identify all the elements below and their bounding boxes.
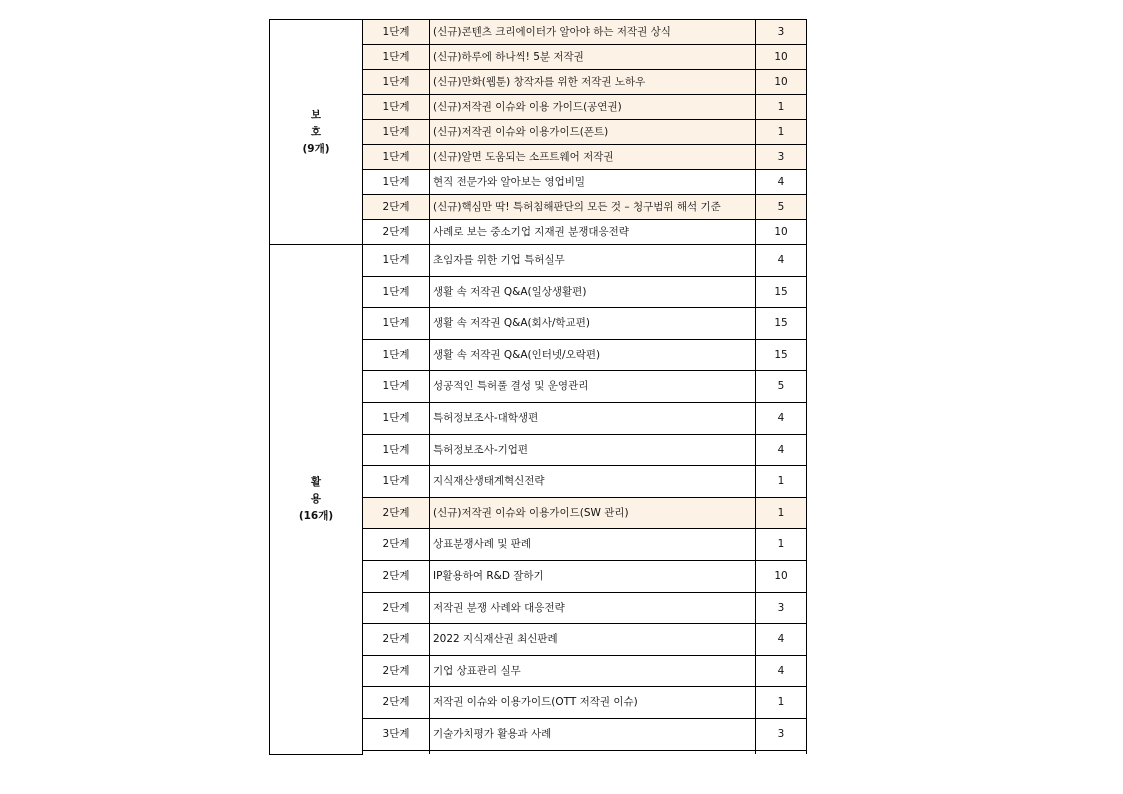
category-label-line: 용	[310, 492, 322, 505]
lesson-count-cell: 4	[756, 624, 807, 656]
category-label-line: 호	[310, 125, 322, 138]
lesson-count-cell: 4	[756, 245, 807, 277]
course-title-cell: (신규)만화(웹툰) 창작자를 위한 저작권 노하우	[430, 70, 756, 95]
level-cell: 1단계	[363, 308, 430, 340]
course-title-cell: 상표분쟁사례 및 판례	[430, 529, 756, 561]
table-row	[270, 20, 807, 45]
level-cell: 1단계	[363, 276, 430, 308]
course-table	[269, 19, 807, 755]
category-label-line: 보	[310, 108, 322, 121]
course-title-cell: 저작권 이슈와 이용가이드(OTT 저작권 이슈)	[430, 687, 756, 719]
level-cell: 1단계	[363, 371, 430, 403]
lesson-count-cell: 15	[756, 276, 807, 308]
course-title-cell: 지식재산생태계혁신전략	[430, 466, 756, 498]
level-cell: 3단계	[363, 718, 430, 750]
lesson-count-cell: 3	[756, 20, 807, 45]
lesson-count-cell: 5	[756, 195, 807, 220]
lesson-count-cell: 4	[756, 655, 807, 687]
lesson-count-cell: 1	[756, 687, 807, 719]
course-title-cell: (신규)핵심만 딱! 특허침해판단의 모든 것 – 청구범위 해석 기준	[430, 195, 756, 220]
course-title-cell: 기술가치평가 활용과 사례	[430, 718, 756, 750]
course-title-cell: (신규)저작권 이슈와 이용가이드(SW 관리)	[430, 497, 756, 529]
lesson-count-cell: 4	[756, 434, 807, 466]
level-cell: 1단계	[363, 245, 430, 277]
course-title-cell: 사례로 보는 중소기업 지재권 분쟁대응전략	[430, 220, 756, 245]
empty-cell	[756, 750, 807, 754]
category-label-line: (9개)	[302, 142, 330, 155]
course-title-cell: 초임자를 위한 기업 특허실무	[430, 245, 756, 277]
course-title-cell: 생활 속 저작권 Q&A(인터넷/오락편)	[430, 339, 756, 371]
course-title-cell: 기업 상표관리 실무	[430, 655, 756, 687]
level-cell: 1단계	[363, 20, 430, 45]
course-title-cell: 저작권 분쟁 사례와 대응전략	[430, 592, 756, 624]
lesson-count-cell: 10	[756, 70, 807, 95]
level-cell: 2단계	[363, 497, 430, 529]
lesson-count-cell: 3	[756, 145, 807, 170]
course-title-cell: 2022 지식재산권 최신판례	[430, 624, 756, 656]
level-cell: 2단계	[363, 560, 430, 592]
table-row	[270, 245, 807, 277]
level-cell: 1단계	[363, 170, 430, 195]
course-title-cell: (신규)알면 도움되는 소프트웨어 저작권	[430, 145, 756, 170]
lesson-count-cell: 5	[756, 371, 807, 403]
level-cell: 2단계	[363, 624, 430, 656]
lesson-count-cell: 10	[756, 220, 807, 245]
course-title-cell: IP활용하여 R&D 잘하기	[430, 560, 756, 592]
empty-cell	[430, 750, 756, 754]
lesson-count-cell: 10	[756, 560, 807, 592]
category-label-line: 활	[310, 475, 322, 488]
course-title-cell: 생활 속 저작권 Q&A(일상생활편)	[430, 276, 756, 308]
lesson-count-cell: 10	[756, 45, 807, 70]
level-cell: 2단계	[363, 220, 430, 245]
lesson-count-cell: 1	[756, 466, 807, 498]
course-title-cell: (신규)저작권 이슈와 이용가이드(폰트)	[430, 120, 756, 145]
level-cell: 1단계	[363, 70, 430, 95]
lesson-count-cell: 15	[756, 339, 807, 371]
level-cell: 2단계	[363, 655, 430, 687]
level-cell: 2단계	[363, 529, 430, 561]
course-title-cell: 생활 속 저작권 Q&A(회사/학교편)	[430, 308, 756, 340]
lesson-count-cell: 4	[756, 402, 807, 434]
level-cell: 1단계	[363, 434, 430, 466]
level-cell: 2단계	[363, 592, 430, 624]
course-title-cell: (신규)하루에 하나씩! 5분 저작권	[430, 45, 756, 70]
course-title-cell: 성공적인 특허풀 결성 및 운영관리	[430, 371, 756, 403]
lesson-count-cell: 1	[756, 497, 807, 529]
course-title-cell: 특허정보조사-대학생편	[430, 402, 756, 434]
level-cell: 1단계	[363, 95, 430, 120]
category-cell	[270, 245, 363, 755]
lesson-count-cell: 15	[756, 308, 807, 340]
empty-cell	[363, 750, 430, 754]
course-title-cell: (신규)저작권 이슈와 이용 가이드(공연권)	[430, 95, 756, 120]
level-cell: 1단계	[363, 145, 430, 170]
level-cell: 1단계	[363, 45, 430, 70]
lesson-count-cell: 3	[756, 718, 807, 750]
category-label-line: (16개)	[298, 509, 334, 522]
level-cell: 2단계	[363, 687, 430, 719]
lesson-count-cell: 3	[756, 592, 807, 624]
level-cell: 1단계	[363, 339, 430, 371]
course-title-cell: (신규)콘텐츠 크리에이터가 알아야 하는 저작권 상식	[430, 20, 756, 45]
lesson-count-cell: 1	[756, 95, 807, 120]
level-cell: 2단계	[363, 195, 430, 220]
level-cell: 1단계	[363, 120, 430, 145]
course-title-cell: 현직 전문가와 알아보는 영업비밀	[430, 170, 756, 195]
level-cell: 1단계	[363, 402, 430, 434]
level-cell: 1단계	[363, 466, 430, 498]
lesson-count-cell: 4	[756, 170, 807, 195]
lesson-count-cell: 1	[756, 529, 807, 561]
course-table-body	[270, 20, 807, 755]
lesson-count-cell: 1	[756, 120, 807, 145]
course-title-cell: 특허정보조사-기업편	[430, 434, 756, 466]
category-cell	[270, 20, 363, 245]
